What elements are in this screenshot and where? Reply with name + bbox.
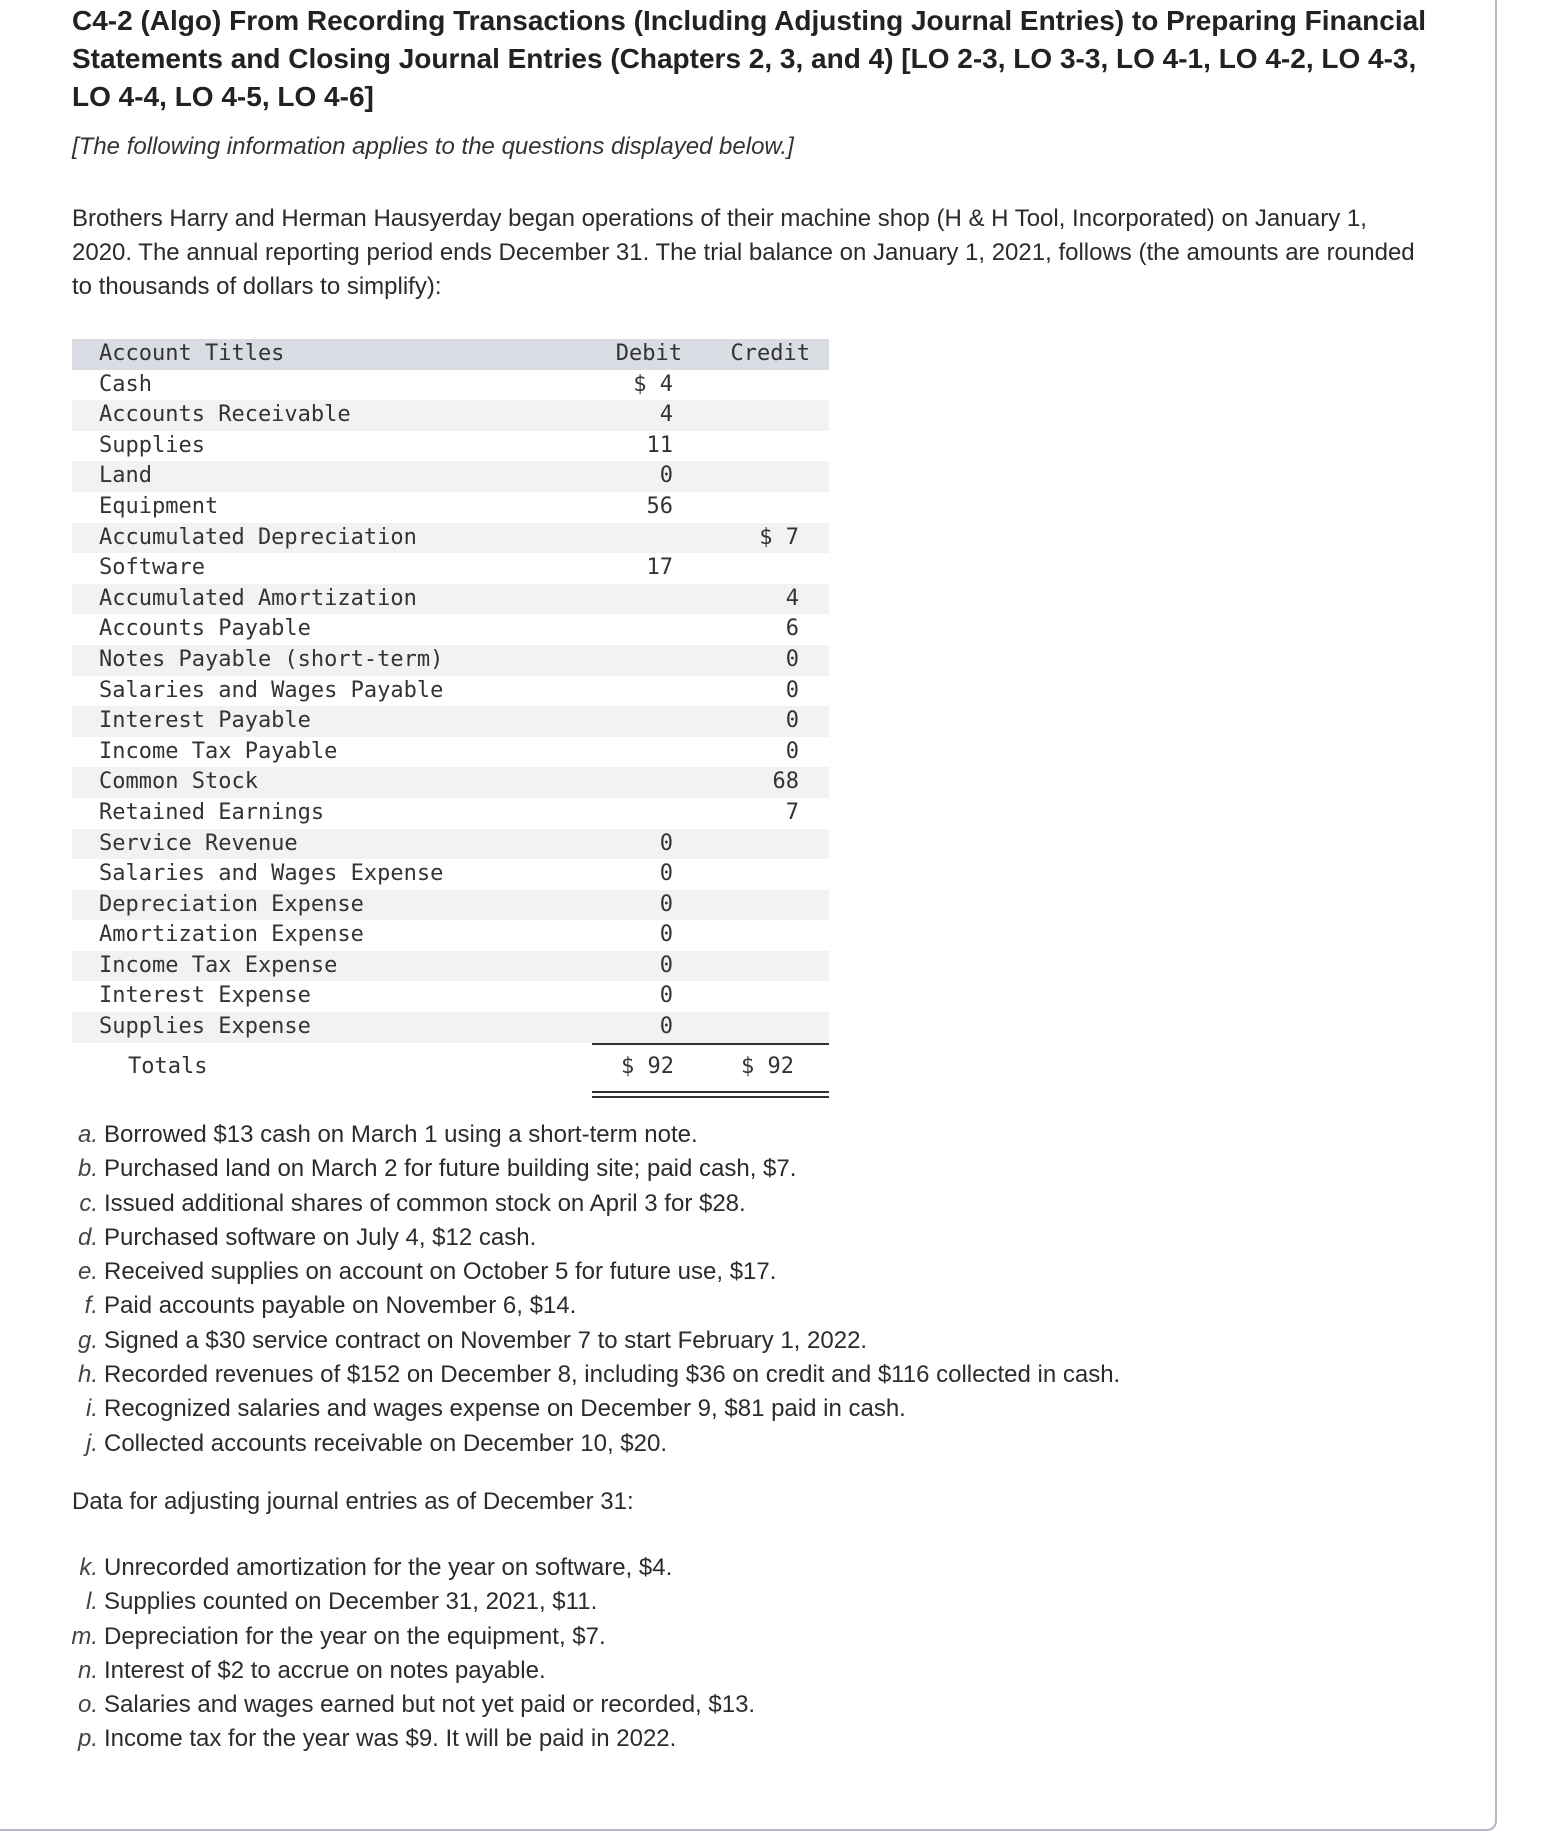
table-row xyxy=(72,890,829,921)
account-title: Supplies xyxy=(99,432,205,458)
debit-amount: $ 4 xyxy=(633,371,673,397)
table-row xyxy=(72,1012,829,1043)
table-row xyxy=(72,431,829,462)
table-row xyxy=(72,798,829,829)
table-row xyxy=(72,829,829,860)
debit-amount: 4 xyxy=(659,402,673,428)
list-item xyxy=(72,1221,1452,1255)
adjusting-heading: Data for adjusting journal entries as of December 31: xyxy=(72,1488,634,1515)
account-title: Retained Earnings xyxy=(99,799,325,825)
account-title: Supplies Expense xyxy=(99,1014,311,1040)
table-row xyxy=(72,400,829,431)
item-text: Signed a $30 service contract on November 7 to start February 1, 2022. xyxy=(104,1326,868,1354)
list-item xyxy=(72,1289,1452,1323)
total-double-rule xyxy=(592,1091,829,1098)
debit-amount: 56 xyxy=(646,493,673,519)
item-letter: a. xyxy=(77,1121,98,1148)
list-item xyxy=(72,1152,1452,1186)
list-item xyxy=(72,1255,1452,1289)
item-text: Received supplies on account on October 5 for future use, $17. xyxy=(104,1258,777,1286)
adjusting-list xyxy=(72,1551,1452,1757)
list-item xyxy=(72,1585,1452,1619)
table-body xyxy=(72,370,829,1043)
list-item xyxy=(72,1358,1452,1392)
item-letter: k. xyxy=(79,1554,98,1581)
table-row xyxy=(72,584,829,615)
account-title: Service Revenue xyxy=(99,830,298,856)
list-item xyxy=(72,1654,1452,1688)
account-title: Software xyxy=(99,555,205,581)
table-row xyxy=(72,737,829,768)
item-letter: p. xyxy=(77,1725,98,1753)
credit-amount: 4 xyxy=(785,585,799,611)
account-title: Amortization Expense xyxy=(99,922,364,948)
table-row xyxy=(72,920,829,951)
totals-label: Totals xyxy=(128,1053,208,1079)
item-letter: c. xyxy=(79,1189,98,1217)
item-text: Borrowed $13 cash on March 1 using a short-term note. xyxy=(104,1121,698,1148)
debit-amount: 0 xyxy=(659,830,673,856)
debit-amount: 17 xyxy=(646,555,673,581)
account-title: Accounts Payable xyxy=(99,616,311,642)
table-row xyxy=(72,859,829,890)
credit-amount: 68 xyxy=(772,769,799,795)
account-title: Interest Payable xyxy=(99,708,311,734)
subtotal-rule xyxy=(592,1043,829,1045)
problem-title: C4-2 (Algo) From Recording Transactions (Including Adjusting Journal Entries) to Preparing Financial Statements and Closing Journal Entries (Chapters 2, 3, and 4) [LO 2-3, LO 3-3, LO 4-1, LO 4-2, LO 4-3, LO 4-4, LO 4-5, LO 4-6] xyxy=(72,5,1426,112)
account-title: Equipment xyxy=(99,493,219,519)
account-title: Income Tax Payable xyxy=(99,738,338,764)
item-letter: h. xyxy=(77,1361,98,1389)
list-item xyxy=(72,1620,1452,1654)
account-title: Accumulated Depreciation xyxy=(99,524,417,550)
account-title: Interest Expense xyxy=(99,983,311,1009)
item-letter: i. xyxy=(86,1395,98,1423)
account-title: Notes Payable (short-term) xyxy=(99,646,444,672)
debit-amount: 0 xyxy=(659,983,673,1009)
item-letter: f. xyxy=(84,1292,98,1320)
account-title: Salaries and Wages Expense xyxy=(99,861,444,887)
debit-amount: 0 xyxy=(659,861,673,887)
debit-amount: 11 xyxy=(646,432,673,458)
account-title: Cash xyxy=(99,371,152,397)
list-item xyxy=(72,1118,1452,1152)
debit-amount: 0 xyxy=(659,922,673,948)
table-row xyxy=(72,553,829,584)
item-text: Depreciation for the year on the equipment, $7. xyxy=(104,1622,606,1650)
item-text: Interest of $2 to accrue on notes payable. xyxy=(104,1656,546,1684)
table-row xyxy=(72,523,829,554)
item-text: Unrecorded amortization for the year on software, $4. xyxy=(104,1554,673,1581)
totals-credit: $ 92 xyxy=(741,1053,794,1079)
header-debit: Debit xyxy=(615,341,682,366)
table-row xyxy=(72,645,829,676)
item-text: Collected accounts receivable on December 10, $20. xyxy=(104,1429,667,1457)
item-letter: l. xyxy=(86,1588,98,1616)
table-row xyxy=(72,767,829,798)
account-title: Accounts Receivable xyxy=(99,402,351,428)
list-item xyxy=(72,1324,1452,1358)
info-note: [The following information applies to the questions displayed below.] xyxy=(72,133,794,160)
item-letter: g. xyxy=(77,1326,98,1354)
debit-amount: 0 xyxy=(659,1014,673,1040)
item-text: Recorded revenues of $152 on December 8, including $36 on credit and $116 collected in cash. xyxy=(104,1361,1121,1389)
item-letter: b. xyxy=(77,1155,98,1183)
table-row xyxy=(72,706,829,737)
item-text: Recognized salaries and wages expense on December 9, $81 paid in cash. xyxy=(104,1395,906,1423)
account-title: Common Stock xyxy=(99,769,258,795)
item-text: Issued additional shares of common stock on April 3 for $28. xyxy=(104,1189,746,1217)
list-item xyxy=(72,1427,1452,1461)
debit-amount: 0 xyxy=(659,891,673,917)
table-row xyxy=(72,981,829,1012)
item-letter: j. xyxy=(86,1429,98,1457)
table-row xyxy=(72,461,829,492)
account-title: Income Tax Expense xyxy=(99,952,338,978)
item-text: Salaries and wages earned but not yet paid or recorded, $13. xyxy=(104,1691,756,1719)
item-text: Income tax for the year was $9. It will be paid in 2022. xyxy=(104,1725,677,1753)
totals-row xyxy=(72,1043,829,1091)
credit-amount: 0 xyxy=(785,677,799,703)
item-text: Supplies counted on December 31, 2021, $11. xyxy=(104,1588,598,1616)
list-item xyxy=(72,1551,1452,1585)
table-row xyxy=(72,614,829,645)
item-letter: o. xyxy=(77,1691,98,1719)
table-row xyxy=(72,492,829,523)
trial-balance-table xyxy=(72,339,829,1091)
list-item xyxy=(72,1688,1452,1722)
header-account-titles: Account Titles xyxy=(99,341,285,366)
account-title: Land xyxy=(99,463,152,489)
list-item xyxy=(72,1392,1452,1426)
intro-paragraph: Brothers Harry and Herman Hausyerday began operations of their machine shop (H & H Tool, Incorporated) on January 1, 2020. The annual reporting period ends December 31. The trial balance on January 1, 2021, follows (the amounts are rounded to thousands of dollars to simplify): xyxy=(72,205,1415,300)
table-row xyxy=(72,951,829,982)
item-letter: e. xyxy=(77,1258,98,1286)
item-letter: m. xyxy=(71,1622,98,1650)
totals-debit: $ 92 xyxy=(621,1053,674,1079)
table-row xyxy=(72,370,829,401)
transactions-list xyxy=(72,1118,1452,1461)
list-item xyxy=(72,1722,1452,1756)
table-row xyxy=(72,676,829,707)
table-header-row xyxy=(72,339,829,370)
account-title: Accumulated Amortization xyxy=(99,585,417,611)
header-credit: Credit xyxy=(730,341,810,366)
credit-amount: 0 xyxy=(785,738,799,764)
credit-amount: 7 xyxy=(785,799,799,825)
item-letter: n. xyxy=(77,1656,98,1684)
item-text: Paid accounts payable on November 6, $14. xyxy=(104,1292,577,1320)
credit-amount: 0 xyxy=(785,708,799,734)
credit-amount: $ 7 xyxy=(759,524,799,550)
item-letter: d. xyxy=(77,1223,98,1251)
account-title: Depreciation Expense xyxy=(99,891,364,917)
debit-amount: 0 xyxy=(659,463,673,489)
list-item xyxy=(72,1187,1452,1221)
credit-amount: 6 xyxy=(785,616,799,642)
account-title: Salaries and Wages Payable xyxy=(99,677,444,703)
item-text: Purchased software on July 4, $12 cash. xyxy=(104,1223,537,1251)
debit-amount: 0 xyxy=(659,952,673,978)
item-text: Purchased land on March 2 for future building site; paid cash, $7. xyxy=(104,1155,797,1183)
credit-amount: 0 xyxy=(785,646,799,672)
